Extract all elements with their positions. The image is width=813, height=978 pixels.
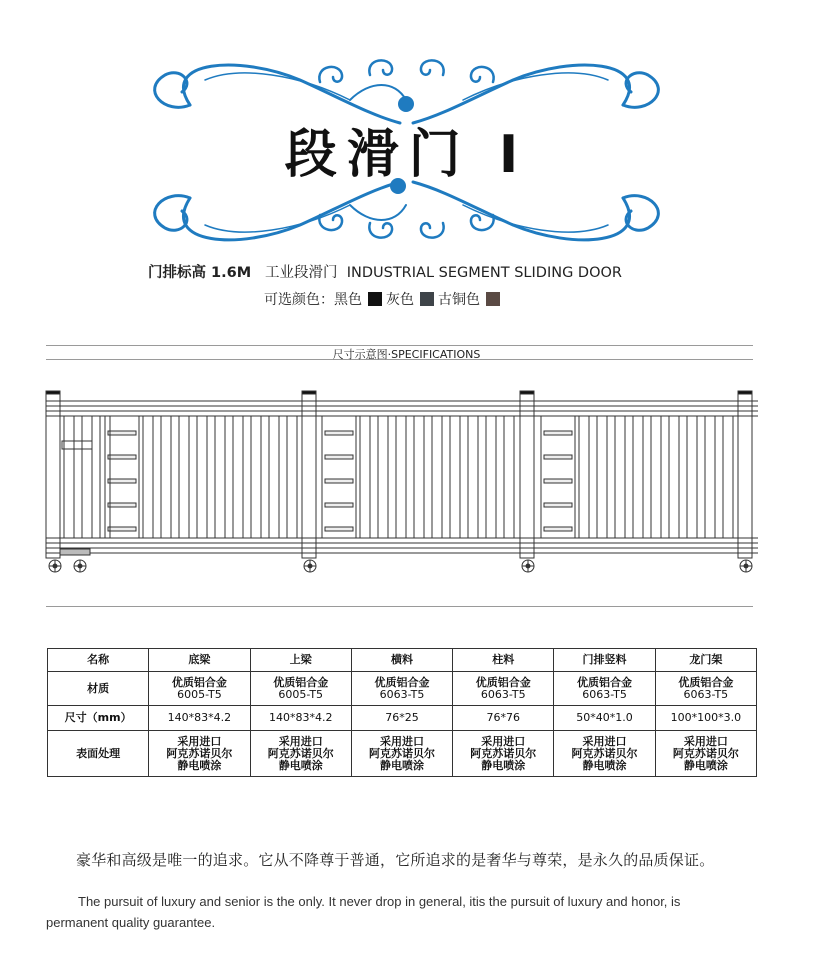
- slogan-english: The pursuit of luxury and senior is the only. It never drop in general, itis the pursuit of luxury and honor, is permanent quality guarantee.: [46, 894, 681, 930]
- material-cell: 优质铝合金 6005-T5: [250, 672, 351, 706]
- material-cell: 优质铝合金 6063-T5: [351, 672, 452, 706]
- gate-vertical-bar: [287, 416, 297, 538]
- gate-panel-slat: [108, 431, 136, 435]
- gate-vertical-bar: [486, 416, 496, 538]
- table-row-size: [48, 706, 757, 731]
- gate-vertical-bar: [215, 416, 225, 538]
- table-header-cell: 名称: [48, 649, 149, 672]
- gate-panel-slat: [108, 479, 136, 483]
- surface-cell: 采用进口 阿克苏诺贝尔 静电喷涂: [453, 731, 554, 777]
- product-name-cn: 工业段滑门: [265, 265, 338, 281]
- material-cell: 优质铝合金 6063-T5: [453, 672, 554, 706]
- material-cell: 优质铝合金 6063-T5: [655, 672, 756, 706]
- gate-vertical-bar: [179, 416, 189, 538]
- gate-vertical-bar: [82, 416, 92, 538]
- gate-vertical-bar: [64, 416, 74, 538]
- gate-panel-slat: [544, 431, 572, 435]
- size-cell: 140*83*4.2: [250, 706, 351, 731]
- gate-panel-slat: [325, 527, 353, 531]
- size-cell: 76*76: [453, 706, 554, 731]
- gate-panel-slat: [325, 479, 353, 483]
- surface-cell: 采用进口 阿克苏诺贝尔 静电喷涂: [250, 731, 351, 777]
- gate-segment-frame: [60, 416, 302, 538]
- table-header-cell: 龙门架: [655, 649, 756, 672]
- color-swatch-black: [368, 292, 382, 306]
- surface-cell: 采用进口 阿克苏诺贝尔 静电喷涂: [554, 731, 655, 777]
- table-header-cell: 底梁: [149, 649, 250, 672]
- color-options-label: 可选颜色：: [264, 292, 334, 308]
- gate-panel-slat: [544, 527, 572, 531]
- gate-panel-slat: [108, 455, 136, 459]
- gate-vertical-bar: [143, 416, 153, 538]
- size-cell: 50*40*1.0: [554, 706, 655, 731]
- specifications-label: 尺寸示意图·SPECIFICATIONS: [332, 348, 481, 361]
- gate-vertical-bar: [233, 416, 243, 538]
- table-header-row: [48, 649, 757, 672]
- gate-panel-slat: [108, 503, 136, 507]
- gate-vertical-bar: [378, 416, 388, 538]
- gate-vertical-bar: [723, 416, 733, 538]
- gate-panel-slat: [325, 503, 353, 507]
- gate-vertical-bar: [651, 416, 661, 538]
- product-subtitle: [148, 261, 622, 282]
- gate-vertical-bar: [432, 416, 442, 538]
- color-swatch-gray: [420, 292, 434, 306]
- gate-vertical-bar: [669, 416, 679, 538]
- gate-vertical-bar: [633, 416, 643, 538]
- size-cell: 76*25: [351, 706, 452, 731]
- gate-vertical-bar: [597, 416, 607, 538]
- gate-vertical-bar: [414, 416, 424, 538]
- table-header-cell: 上梁: [250, 649, 351, 672]
- size-cell: 100*100*3.0: [655, 706, 756, 731]
- color-options: [264, 289, 504, 309]
- gate-panel-slat: [325, 431, 353, 435]
- row-label-surface: 表面处理: [48, 731, 149, 777]
- table-row-surface: [48, 731, 757, 777]
- color-name-bronze: 古铜色: [438, 292, 480, 308]
- table-header-cell: 柱料: [453, 649, 554, 672]
- surface-cell: 采用进口 阿克苏诺贝尔 静电喷涂: [351, 731, 452, 777]
- gate-panel-slat: [544, 503, 572, 507]
- material-cell: 优质铝合金 6005-T5: [149, 672, 250, 706]
- gate-vertical-bar: [360, 416, 370, 538]
- gate-vertical-bar: [579, 416, 589, 538]
- row-label-material: 材质: [48, 672, 149, 706]
- gate-vertical-bar: [197, 416, 207, 538]
- gate-vertical-bar: [504, 416, 514, 538]
- gate-vertical-bar: [396, 416, 406, 538]
- gate-vertical-bar: [687, 416, 697, 538]
- product-name-en: INDUSTRIAL SEGMENT SLIDING DOOR: [346, 265, 622, 281]
- color-name-gray: 灰色: [386, 292, 414, 308]
- table-header-cell: 门排竖料: [554, 649, 655, 672]
- gate-panel-slat: [325, 455, 353, 459]
- gate-panel-slat: [108, 527, 136, 531]
- table-row-material: [48, 672, 757, 706]
- gate-panel-slat: [544, 455, 572, 459]
- surface-cell: 采用进口 阿克苏诺贝尔 静电喷涂: [149, 731, 250, 777]
- color-name-black: 黑色: [334, 292, 362, 308]
- specifications-table: [47, 648, 757, 777]
- gate-vertical-bar: [705, 416, 715, 538]
- divider: [46, 606, 753, 607]
- gate-height: 门排标高 1.6M: [148, 265, 252, 281]
- table-header-cell: 横料: [351, 649, 452, 672]
- gate-vertical-bar: [251, 416, 261, 538]
- sliding-gate-drawing: [40, 386, 765, 578]
- size-cell: 140*83*4.2: [149, 706, 250, 731]
- color-swatch-bronze: [486, 292, 500, 306]
- gate-vertical-bar: [450, 416, 460, 538]
- gate-panel-slat: [544, 479, 572, 483]
- material-cell: 优质铝合金 6063-T5: [554, 672, 655, 706]
- row-label-size: 尺寸（mm）: [48, 706, 149, 731]
- gate-vertical-bar: [615, 416, 625, 538]
- gate-vertical-bar: [269, 416, 279, 538]
- surface-cell: 采用进口 阿克苏诺贝尔 静电喷涂: [655, 731, 756, 777]
- gate-vertical-bar: [468, 416, 478, 538]
- page-title: 段滑门 I: [284, 125, 529, 185]
- gate-vertical-bar: [161, 416, 171, 538]
- slogan-chinese: 豪华和高级是唯一的追求。它从不降尊于普通，它所追求的是奢华与尊荣，是永久的品质保证。: [76, 851, 715, 869]
